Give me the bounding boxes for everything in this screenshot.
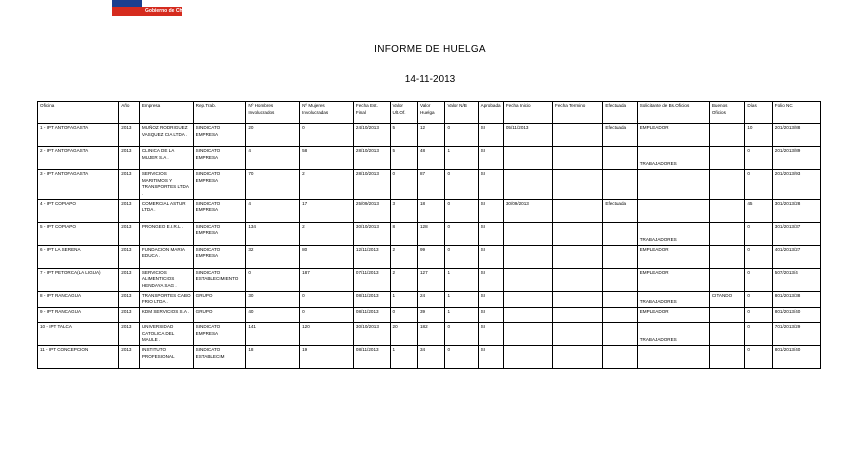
cell-buenos-oficios xyxy=(709,268,744,291)
cell-fecha-termino xyxy=(553,199,603,222)
report-title: INFORME DE HUELGA xyxy=(374,44,486,55)
cell-anio: 2013 xyxy=(119,291,140,307)
cell-fecha-est-final: 28/10/2013 xyxy=(353,147,390,170)
strike-report-table xyxy=(37,101,821,369)
cell-empresa: FUNDACION MARIA EDUCA . xyxy=(139,245,193,268)
cell-aprobada: SI xyxy=(478,322,503,345)
cell-rep-trab: SINDICATO EMPRESA xyxy=(193,170,246,200)
cell-oficina: 10 - IPT TALCA xyxy=(38,322,119,345)
cell-folio: 301/2013/28 xyxy=(772,199,820,222)
cell-fecha-termino xyxy=(553,322,603,345)
column-header: Valor Huelga xyxy=(418,102,445,124)
cell-fecha-est-final: 25/09/2013 xyxy=(353,199,390,222)
cell-buenos-oficios xyxy=(709,245,744,268)
cell-fecha-termino xyxy=(553,245,603,268)
solicitante-value: TRABAJADORES xyxy=(639,337,677,343)
cell-valor-nb: 0 xyxy=(445,245,478,268)
column-header: Año xyxy=(119,102,140,124)
column-header: Aprobada xyxy=(478,102,503,124)
cell-rep-trab: SINDICATO EMPRESA xyxy=(193,147,246,170)
cell-folio: 701/2013/29 xyxy=(772,322,820,345)
cell-mujeres: 0 xyxy=(300,124,354,147)
cell-aprobada: SI xyxy=(478,147,503,170)
cell-hombres: 134 xyxy=(246,222,300,245)
cell-valor-huelga: 48 xyxy=(418,147,445,170)
cell-oficina: 2 - IPT ANTOFAGASTA xyxy=(38,147,119,170)
table-row xyxy=(38,291,821,307)
cell-fecha-est-final: 30/10/2013 xyxy=(353,222,390,245)
cell-anio: 2013 xyxy=(119,345,140,368)
cell-fecha-inicio xyxy=(503,322,552,345)
cell-efectuada xyxy=(603,322,637,345)
column-header: Fecha Est. Final xyxy=(353,102,390,124)
cell-aprobada: SI xyxy=(478,199,503,222)
cell-valor-ult-of: 8 xyxy=(390,222,417,245)
cell-fecha-inicio: 30/09/2013 xyxy=(503,199,552,222)
cell-fecha-est-final: 12/11/2013 xyxy=(353,245,390,268)
cell-folio: 201/2013/88 xyxy=(772,124,820,147)
cell-fecha-est-final: 30/10/2013 xyxy=(353,322,390,345)
cell-efectuada xyxy=(603,268,637,291)
cell-hombres: 18 xyxy=(246,345,300,368)
cell-anio: 2013 xyxy=(119,245,140,268)
cell-oficina: 6 - IPT LA SERENA xyxy=(38,245,119,268)
cell-fecha-inicio: 05/11/2013 xyxy=(503,124,552,147)
cell-mujeres: 187 xyxy=(300,268,354,291)
cell-fecha-termino xyxy=(553,222,603,245)
table-row xyxy=(38,147,821,170)
cell-folio: 801/2013/40 xyxy=(772,307,820,322)
column-header: Rep.Trab. xyxy=(193,102,246,124)
table-row xyxy=(38,222,821,245)
cell-valor-huelga: 24 xyxy=(418,291,445,307)
column-header: Fecha Termino xyxy=(553,102,603,124)
cell-empresa: COMERCIAL ASTUR LTDA . xyxy=(139,199,193,222)
logo-blue-block xyxy=(112,0,142,7)
cell-fecha-inicio xyxy=(503,345,552,368)
cell-aprobada: SI xyxy=(478,222,503,245)
cell-mujeres: 17 xyxy=(300,199,354,222)
cell-hombres: 0 xyxy=(246,268,300,291)
cell-dias: 0 xyxy=(745,307,772,322)
table-row xyxy=(38,245,821,268)
cell-dias: 0 xyxy=(745,222,772,245)
cell-hombres: 4 xyxy=(246,199,300,222)
cell-solicitante xyxy=(637,291,709,307)
cell-valor-ult-of: 3 xyxy=(390,199,417,222)
table-row xyxy=(38,268,821,291)
cell-oficina: 3 - IPT ANTOFAGASTA xyxy=(38,170,119,200)
cell-efectuada: Efectuada xyxy=(603,199,637,222)
cell-anio: 2013 xyxy=(119,170,140,200)
table-row xyxy=(38,307,821,322)
table-row xyxy=(38,170,821,200)
cell-hombres: 32 xyxy=(246,245,300,268)
cell-fecha-est-final: 08/11/2013 xyxy=(353,307,390,322)
column-header: Folio NC xyxy=(772,102,820,124)
cell-dias: 0 xyxy=(745,268,772,291)
government-logo xyxy=(112,0,189,14)
cell-fecha-est-final: 07/11/2013 xyxy=(353,268,390,291)
cell-buenos-oficios: CITANDO xyxy=(709,291,744,307)
cell-oficina: 5 - IPT COPIAPO xyxy=(38,222,119,245)
cell-solicitante: EMPLEADOR xyxy=(637,307,709,322)
cell-empresa: KDM SERVICIOS S.A . xyxy=(139,307,193,322)
cell-valor-nb: 0 xyxy=(445,199,478,222)
cell-buenos-oficios xyxy=(709,322,744,345)
cell-aprobada: SI xyxy=(478,245,503,268)
cell-fecha-inicio xyxy=(503,268,552,291)
cell-efectuada: Efectuada xyxy=(603,124,637,147)
cell-fecha-est-final: 08/11/2013 xyxy=(353,291,390,307)
table-row xyxy=(38,199,821,222)
cell-empresa: TRANSPORTES CABO FRIO LTDA . xyxy=(139,291,193,307)
column-header: Efectuada xyxy=(603,102,637,124)
cell-valor-ult-of: 2 xyxy=(390,245,417,268)
table-row xyxy=(38,124,821,147)
cell-valor-nb: 1 xyxy=(445,268,478,291)
cell-fecha-termino xyxy=(553,170,603,200)
cell-anio: 2013 xyxy=(119,222,140,245)
cell-valor-huelga: 87 xyxy=(418,170,445,200)
cell-rep-trab: GRUPO xyxy=(193,291,246,307)
cell-valor-huelga: 34 xyxy=(418,345,445,368)
cell-valor-ult-of: 1 xyxy=(390,345,417,368)
cell-fecha-inicio xyxy=(503,307,552,322)
cell-fecha-termino xyxy=(553,147,603,170)
cell-fecha-est-final: 28/10/2013 xyxy=(353,170,390,200)
cell-valor-ult-of: 1 xyxy=(390,291,417,307)
cell-hombres: 70 xyxy=(246,170,300,200)
table-header-row xyxy=(38,102,821,124)
cell-valor-nb: 0 xyxy=(445,124,478,147)
cell-valor-nb: 1 xyxy=(445,147,478,170)
cell-buenos-oficios xyxy=(709,345,744,368)
cell-solicitante xyxy=(637,345,709,368)
cell-folio: 401/2013/27 xyxy=(772,245,820,268)
cell-efectuada xyxy=(603,291,637,307)
cell-empresa: CLINICA DE LA MUJER S.A . xyxy=(139,147,193,170)
cell-buenos-oficios xyxy=(709,124,744,147)
cell-buenos-oficios xyxy=(709,199,744,222)
cell-fecha-est-final: 08/11/2013 xyxy=(353,345,390,368)
cell-dias: 0 xyxy=(745,170,772,200)
cell-hombres: 40 xyxy=(246,307,300,322)
cell-solicitante: EMPLEADOR xyxy=(637,245,709,268)
report-date: 14-11-2013 xyxy=(404,74,456,85)
cell-empresa: SERVICIOS ALIMENTICIOS HENDAYA SAG . xyxy=(139,268,193,291)
cell-rep-trab: SINDICATO ESTABLECIM xyxy=(193,345,246,368)
cell-mujeres: 0 xyxy=(300,307,354,322)
cell-valor-huelga: 18 xyxy=(418,199,445,222)
cell-rep-trab: GRUPO xyxy=(193,307,246,322)
cell-anio: 2013 xyxy=(119,322,140,345)
cell-aprobada: SI xyxy=(478,170,503,200)
column-header: Fecha Inicio xyxy=(503,102,552,124)
cell-hombres: 4 xyxy=(246,147,300,170)
cell-dias: 0 xyxy=(745,147,772,170)
cell-mujeres: 58 xyxy=(300,147,354,170)
cell-empresa: MUÑOZ RODRIGUEZ VASQUEZ CIA LTDA . xyxy=(139,124,193,147)
cell-efectuada xyxy=(603,222,637,245)
cell-folio: 201/2013/93 xyxy=(772,170,820,200)
cell-aprobada: SI xyxy=(478,124,503,147)
cell-dias: 0 xyxy=(745,322,772,345)
cell-aprobada: SI xyxy=(478,268,503,291)
cell-oficina: 9 - IPT RANCAGUA xyxy=(38,307,119,322)
cell-solicitante xyxy=(637,199,709,222)
cell-mujeres: 80 xyxy=(300,245,354,268)
solicitante-value: TRABAJADORES xyxy=(639,299,677,305)
cell-efectuada xyxy=(603,245,637,268)
cell-aprobada: SI xyxy=(478,345,503,368)
cell-mujeres: 0 xyxy=(300,291,354,307)
cell-valor-huelga: 182 xyxy=(418,322,445,345)
column-header: Nº Mujeres Involucradas xyxy=(300,102,354,124)
cell-fecha-inicio xyxy=(503,291,552,307)
cell-valor-ult-of: 5 xyxy=(390,147,417,170)
cell-efectuada xyxy=(603,345,637,368)
column-header: Buenos Oficios xyxy=(709,102,744,124)
cell-hombres: 20 xyxy=(246,124,300,147)
cell-empresa: SERVICIOS MARITIMOS Y TRANSPORTES LTDA . xyxy=(139,170,193,200)
cell-valor-nb: 0 xyxy=(445,345,478,368)
cell-fecha-inicio xyxy=(503,147,552,170)
cell-rep-trab: SINDICATO EMPRESA xyxy=(193,322,246,345)
cell-mujeres: 2 xyxy=(300,170,354,200)
cell-oficina: 1 - IPT ANTOFAGASTA xyxy=(38,124,119,147)
cell-valor-ult-of: 2 xyxy=(390,268,417,291)
column-header: Valor N/B xyxy=(445,102,478,124)
cell-mujeres: 120 xyxy=(300,322,354,345)
cell-folio: 801/2013/38 xyxy=(772,291,820,307)
cell-solicitante xyxy=(637,322,709,345)
cell-hombres: 141 xyxy=(246,322,300,345)
table-row xyxy=(38,322,821,345)
cell-dias: 0 xyxy=(745,291,772,307)
cell-dias: 10 xyxy=(745,124,772,147)
cell-valor-huelga: 12 xyxy=(418,124,445,147)
cell-valor-huelga: 99 xyxy=(418,245,445,268)
column-header: Solicitante de Bs.Oficios xyxy=(637,102,709,124)
cell-solicitante: EMPLEADOR xyxy=(637,124,709,147)
cell-empresa: PRONGEO E.I.R.L . xyxy=(139,222,193,245)
cell-fecha-termino xyxy=(553,345,603,368)
cell-fecha-inicio xyxy=(503,245,552,268)
cell-valor-nb: 1 xyxy=(445,307,478,322)
column-header: Oficina xyxy=(38,102,119,124)
solicitante-value: TRABAJADORES xyxy=(639,236,677,242)
cell-rep-trab: SINDICATO EMPRESA xyxy=(193,222,246,245)
cell-folio: 201/2013/89 xyxy=(772,147,820,170)
cell-oficina: 4 - IPT COPIAPO xyxy=(38,199,119,222)
cell-folio: 301/2013/37 xyxy=(772,222,820,245)
cell-valor-huelga: 128 xyxy=(418,222,445,245)
cell-valor-ult-of: 0 xyxy=(390,307,417,322)
solicitante-value: TRABAJADORES xyxy=(639,161,677,167)
cell-valor-ult-of: 20 xyxy=(390,322,417,345)
cell-efectuada xyxy=(603,170,637,200)
cell-valor-huelga: 127 xyxy=(418,268,445,291)
cell-rep-trab: SINDICATO EMPRESA xyxy=(193,245,246,268)
cell-solicitante xyxy=(637,147,709,170)
cell-anio: 2013 xyxy=(119,199,140,222)
cell-folio: 801/2013/40 xyxy=(772,345,820,368)
cell-empresa: INSTITUTO PROFESIONAL xyxy=(139,345,193,368)
cell-empresa: UNIVERSIDAD CATOLICA DEL MAULE . xyxy=(139,322,193,345)
cell-dias: 45 xyxy=(745,199,772,222)
column-header: Días xyxy=(745,102,772,124)
column-header: Valor Ult.Of. xyxy=(390,102,417,124)
cell-solicitante: EMPLEADOR xyxy=(637,268,709,291)
cell-oficina: 11 - IPT CONCEPCION xyxy=(38,345,119,368)
cell-valor-nb: 1 xyxy=(445,291,478,307)
cell-rep-trab: SINDICATO EMPRESA xyxy=(193,124,246,147)
cell-buenos-oficios xyxy=(709,170,744,200)
cell-valor-ult-of: 0 xyxy=(390,170,417,200)
cell-hombres: 30 xyxy=(246,291,300,307)
cell-solicitante xyxy=(637,222,709,245)
cell-buenos-oficios xyxy=(709,307,744,322)
cell-anio: 2013 xyxy=(119,268,140,291)
cell-rep-trab: SINDICATO EMPRESA xyxy=(193,199,246,222)
cell-anio: 2013 xyxy=(119,307,140,322)
cell-dias: 0 xyxy=(745,345,772,368)
cell-solicitante xyxy=(637,170,709,200)
cell-valor-huelga: 39 xyxy=(418,307,445,322)
cell-oficina: 8 - IPT RANCAGUA xyxy=(38,291,119,307)
cell-aprobada: SI xyxy=(478,291,503,307)
cell-fecha-termino xyxy=(553,291,603,307)
cell-fecha-inicio xyxy=(503,170,552,200)
cell-fecha-termino xyxy=(553,307,603,322)
cell-rep-trab: SINDICATO ESTABLECIMIENTO xyxy=(193,268,246,291)
cell-valor-nb: 0 xyxy=(445,170,478,200)
column-header: Empresa xyxy=(139,102,193,124)
cell-aprobada: SI xyxy=(478,307,503,322)
cell-mujeres: 2 xyxy=(300,222,354,245)
cell-fecha-inicio xyxy=(503,222,552,245)
cell-anio: 2013 xyxy=(119,124,140,147)
cell-buenos-oficios xyxy=(709,222,744,245)
cell-oficina: 7 - IPT PETORCA(LA LIGUA) xyxy=(38,268,119,291)
cell-valor-nb: 0 xyxy=(445,222,478,245)
cell-efectuada xyxy=(603,147,637,170)
cell-fecha-termino xyxy=(553,124,603,147)
column-header: Nº Hombres Involucrados xyxy=(246,102,300,124)
logo-text: Gobierno de Chile xyxy=(145,8,189,14)
cell-efectuada xyxy=(603,307,637,322)
cell-buenos-oficios xyxy=(709,147,744,170)
cell-valor-nb: 0 xyxy=(445,322,478,345)
cell-folio: 507/2013/4 xyxy=(772,268,820,291)
cell-fecha-termino xyxy=(553,268,603,291)
cell-anio: 2013 xyxy=(119,147,140,170)
table-row xyxy=(38,345,821,368)
cell-dias: 0 xyxy=(745,245,772,268)
cell-fecha-est-final: 24/10/2013 xyxy=(353,124,390,147)
cell-mujeres: 19 xyxy=(300,345,354,368)
cell-valor-ult-of: 5 xyxy=(390,124,417,147)
